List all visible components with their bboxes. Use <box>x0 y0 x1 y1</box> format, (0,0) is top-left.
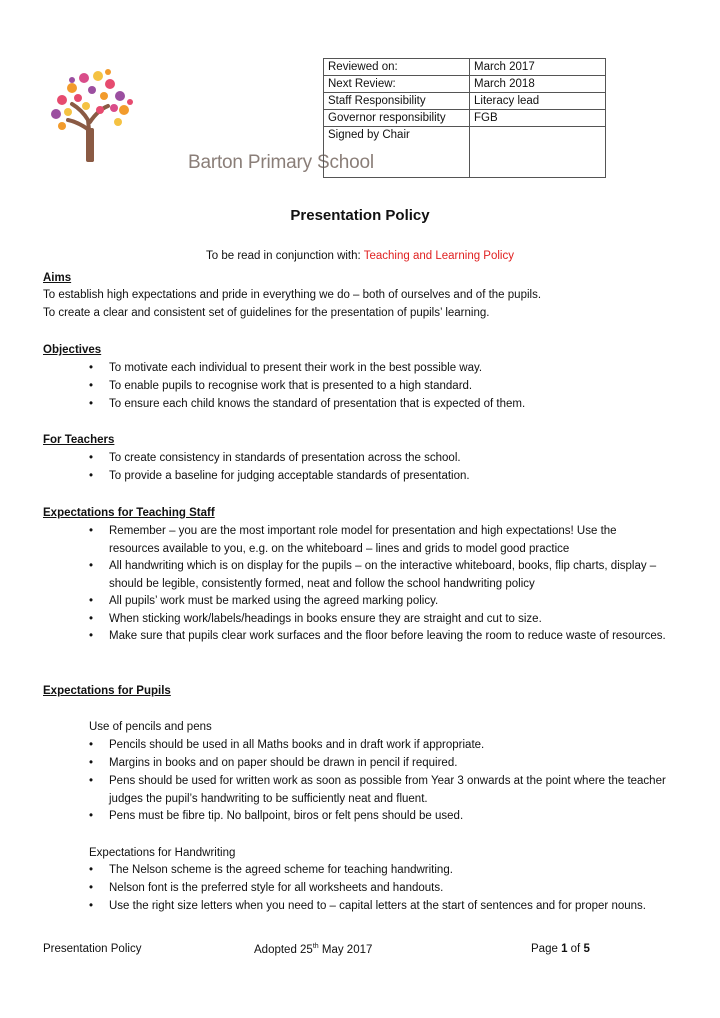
tree-logo-icon <box>42 60 142 170</box>
page-title: Presentation Policy <box>290 207 430 224</box>
aims-heading: Aims <box>43 272 72 284</box>
aims-line: To establish high expectations and pride in everything we do – both of ourselves and of the pupils. <box>43 289 542 301</box>
document-page: Barton Primary School Reviewed on: March 2017 Next Review: March 2018 Staff Responsibility Literacy lead Governor responsibility FGB Signed by Chair Presentation Policy To be read in conjunction with: Teaching and Learning Policy Aims To establish high expectations and pride in everything we do – both of ourselves and of the pupils. To create a clear and consistent set of guidelines for the presentation of pupils’ learning. Objectives • To motivate each individual to present their work in the best possible way. • To enable pupils to recognise work that is presented to a high standard. • To ensure each child knows the standard of presentation that is expected of them. For Teachers • To create consistency in standards of presentation across the school. • To provide a baseline for judging acceptable standards of presentation. Expectations for Teaching Staff • Remember – you are the most important role model for presentation and high expectations! Use the resources available to you, e.g. on the whiteboard – lines and grids to model good practice • All handwriting which is on display for the pupils – on the interactive whiteboard, books, flip charts, display – should be legible, consistently formed, neat and follow the school handwriting policy • All pupils’ work must be marked using the agreed marking policy. • When sticking work/labels/headings in books ensure they are straight and cut to size. • Make sure that pupils clear work surfaces and the floor before leaving the room to reduce waste of resources. Expectations for Pupils Use of pencils and pens • Pencils should be used in all Maths books and in draft work if appropriate. • Margins in books and on paper should be drawn in pencil if required. • Pens should be used for written work as soon as possible from Year 3 onwards at the point where the teacher judges the pupil’s handwriting to be sufficiently neat and fluent. • Pens must be fibre tip. No ballpoint, biros or felt pens should be used. Expectations for Handwriting • The Nelson scheme is the agreed scheme for teaching handwriting. • Nelson font is the preferred style for all worksheets and handouts. • Use the right size letters when you need to – capital letters at the start of sentences and for proper nouns. Presentation Policy Adopted 25th May 2017 Page 1 of 5 <box>0 0 720 1018</box>
footer-adopted: Adopted 25th May 2017 <box>254 943 373 956</box>
table-row: Staff Responsibility Literacy lead <box>324 93 606 110</box>
objectives-heading: Objectives <box>43 344 102 356</box>
review-table <box>323 58 606 178</box>
staff-heading: Expectations for Teaching Staff <box>43 507 215 519</box>
table-row: Governor responsibility FGB <box>324 110 606 127</box>
teaching-learning-policy-link[interactable]: Teaching and Learning Policy <box>363 250 514 262</box>
footer-title: Presentation Policy <box>43 943 142 955</box>
teachers-heading: For Teachers <box>43 434 115 446</box>
table-row: Signed by Chair <box>324 127 606 178</box>
pens-subheading: Use of pencils and pens <box>89 721 212 733</box>
conjunction-line: To be read in conjunction with: Teaching and Learning Policy <box>206 250 514 262</box>
aims-line: To create a clear and consistent set of guidelines for the presentation of pupils’ learning. <box>43 307 490 319</box>
handwriting-subheading: Expectations for Handwriting <box>89 847 236 859</box>
footer-page-number: Page 1 of 5 <box>531 943 590 955</box>
table-row: Reviewed on: March 2017 <box>324 59 606 76</box>
pupils-heading: Expectations for Pupils <box>43 685 171 697</box>
table-row: Next Review: March 2018 <box>324 76 606 93</box>
school-name: Barton Primary School <box>188 152 374 173</box>
